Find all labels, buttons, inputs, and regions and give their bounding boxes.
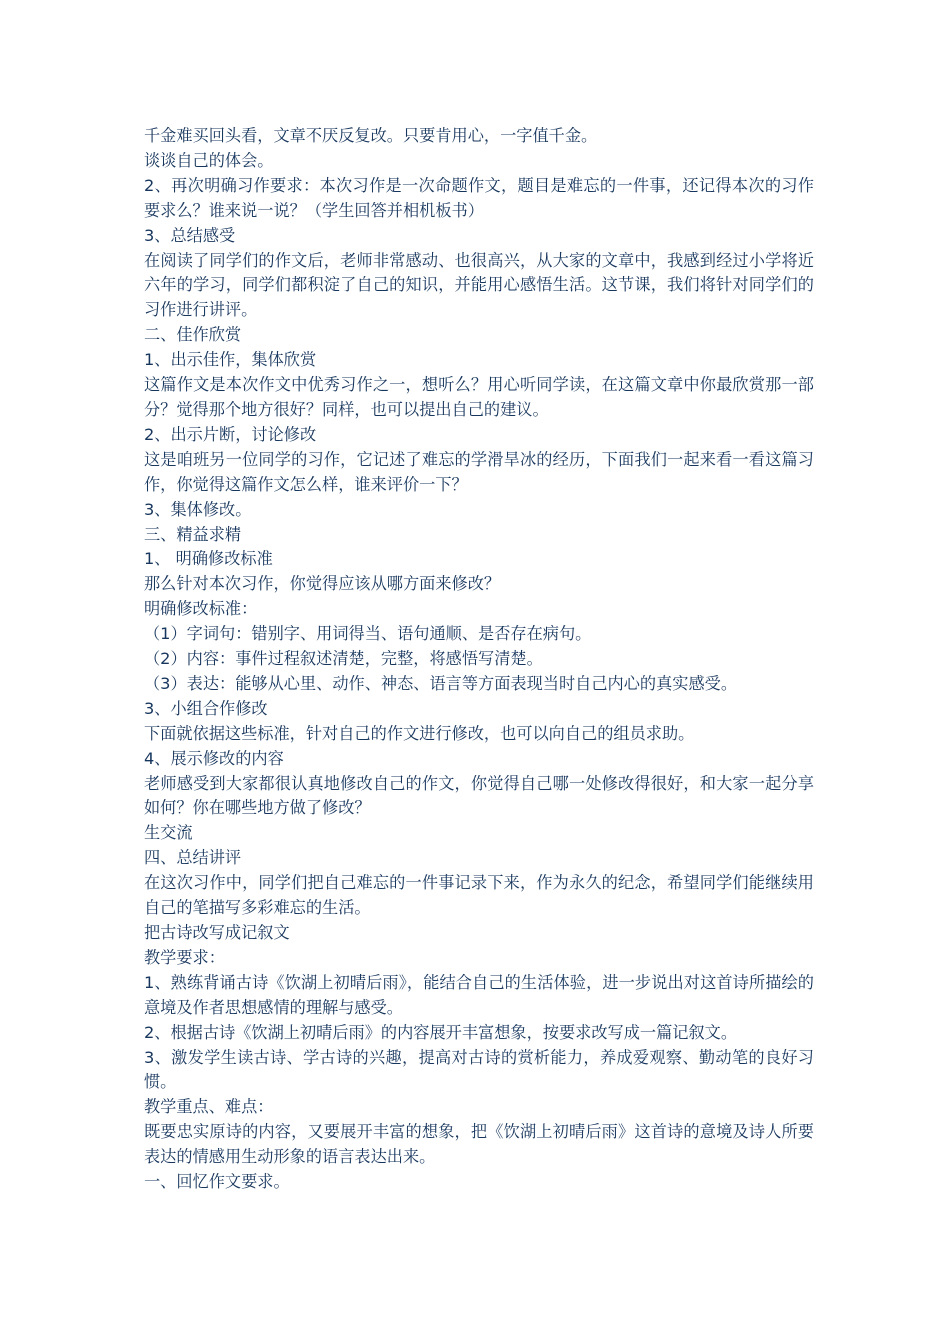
paragraph: 2、再次明确习作要求：本次习作是一次命题作文，题目是难忘的一件事，还记得本次的习作要求么？谁来说一说？（学生回答并相机板书） [144,175,814,220]
paragraph: 下面就依据这些标准，针对自己的作文进行修改，也可以向自己的组员求助。 [144,723,695,743]
paragraph: 2、根据古诗《饮湖上初晴后雨》的内容展开丰富想象，按要求改写成一篇记叙文。 [144,1022,738,1042]
paragraph: 二、佳作欣赏 [144,325,242,345]
paragraph: 那么针对本次习作，你觉得应该从哪方面来修改？ [144,574,501,594]
paragraph: 谈谈自己的体会。 [144,150,274,170]
paragraph: 千金难买回头看，文章不厌反复改。只要肯用心，一字值千金。 [144,126,598,145]
paragraph: 明确修改标准： [144,599,258,619]
paragraph: 老师感受到大家都很认真地修改自己的作文，你觉得自己哪一处修改得很好，和大家一起分享如何？你在哪些地方做了修改？ [144,773,814,818]
paragraph: 3、总结感受 [144,225,236,245]
paragraph: 教学要求： [144,947,225,967]
paragraph: 教学重点、难点： [144,1097,274,1117]
paragraph: 1、 明确修改标准 [144,549,273,569]
paragraph: 既要忠实原诗的内容，又要展开丰富的想象，把《饮湖上初晴后雨》这首诗的意境及诗人所要表达的情感用生动形象的语言表达出来。 [144,1122,814,1167]
paragraph: 四、总结讲评 [144,848,242,868]
paragraph: 4、展示修改的内容 [144,748,284,768]
paragraph: 1、出示佳作，集体欣赏 [144,350,317,370]
paragraph: 3、激发学生读古诗、学古诗的兴趣，提高对古诗的赏析能力，养成爱观察、勤动笔的良好习惯。 [144,1047,814,1092]
paragraph: 这是咱班另一位同学的习作，它记述了难忘的学滑旱冰的经历，下面我们一起来看一看这篇习作，你觉得这篇作文怎么样，谁来评价一下？ [144,449,814,494]
paragraph: （3）表达：能够从心里、动作、神态、语言等方面表现当时自己内心的真实感受。 [144,673,738,693]
paragraph: （1）字词句：错别字、用词得当、语句通顺、是否存在病句。 [144,624,592,644]
paragraph: 2、出示片断，讨论修改 [144,424,317,444]
paragraph: 一、回忆作文要求。 [144,1172,290,1192]
paragraph: 3、集体修改。 [144,499,252,519]
paragraph: 这篇作文是本次作文中优秀习作之一，想听么？用心听同学读，在这篇文章中你最欣赏那一部分？觉得那个地方很好？同样，也可以提出自己的建议。 [144,375,814,419]
paragraph: 在这次习作中，同学们把自己难忘的一件事记录下来，作为永久的纪念，希望同学们能继续用自己的笔描写多彩难忘的生活。 [144,873,814,918]
paragraph: 在阅读了同学们的作文后，老师非常感动、也很高兴，从大家的文章中，我感到经过小学将近六年的学习，同学们都积淀了自己的知识，并能用心感悟生活。这节课，我们将针对同学们的习作进行讲评。 [144,250,814,320]
paragraph: 三、精益求精 [144,524,242,544]
document-body [144,124,814,1195]
paragraph: （2）内容：事件过程叙述清楚，完整，将感悟写清楚。 [144,649,543,669]
paragraph: 生交流 [144,823,193,843]
paragraph: 1、熟练背诵古诗《饮湖上初晴后雨》，能结合自己的生活体验，进一步说出对这首诗所描绘的意境及作者思想感情的理解与感受。 [144,972,814,1017]
paragraph: 3、小组合作修改 [144,698,268,718]
paragraph: 把古诗改写成记叙文 [144,923,290,942]
